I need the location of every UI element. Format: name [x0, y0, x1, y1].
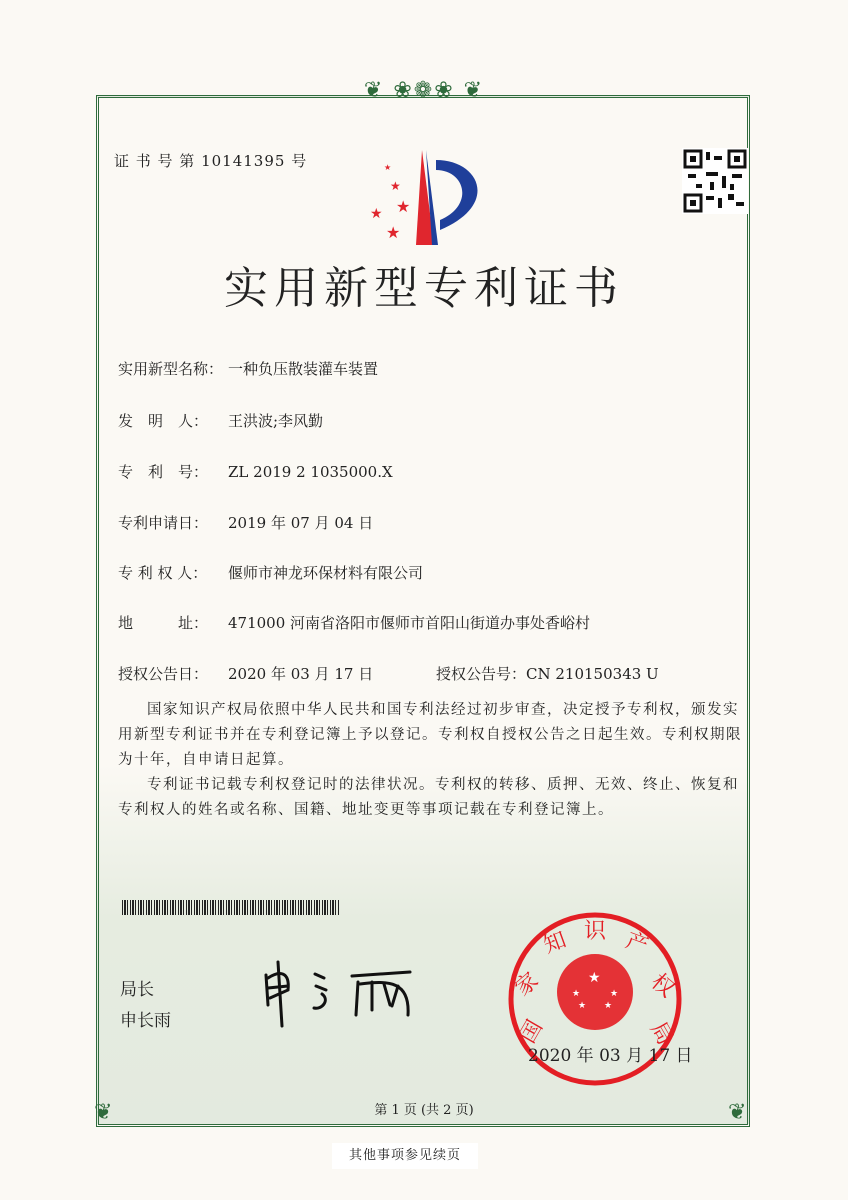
field-value: 一种负压散装灌车装置	[228, 360, 379, 378]
corner-ornament-icon: ❦	[728, 1100, 747, 1125]
field-label: 授权公告号：	[436, 665, 527, 683]
field-announcement-number	[436, 663, 659, 684]
field-value: 2019 年 07 月 04 日	[228, 514, 374, 532]
field-value: 偃师市神龙环保材料有限公司	[228, 564, 424, 582]
svg-text:★: ★	[384, 163, 392, 172]
svg-text:家: 家	[510, 968, 544, 1002]
field-patentee	[118, 562, 423, 583]
field-application-date	[118, 512, 373, 533]
stamp-date: 2020 年 03 月 17 日	[528, 1046, 693, 1066]
director-signature	[260, 960, 440, 1030]
field-inventor	[118, 410, 323, 431]
svg-text:局: 局	[644, 1017, 678, 1050]
svg-text:★: ★	[396, 197, 411, 216]
field-value: 王洪波;李风勤	[228, 412, 324, 430]
svg-text:★: ★	[370, 206, 383, 222]
page-number: 第 1 页 (共 2 页)	[374, 1103, 474, 1118]
field-label: 发 明 人：	[118, 412, 209, 430]
field-value: 471000 河南省洛阳市偃师市首阳山街道办事处香峪村	[228, 614, 591, 632]
svg-text:★: ★	[588, 970, 601, 986]
svg-text:★: ★	[578, 1001, 587, 1011]
svg-text:国: 国	[515, 1016, 549, 1048]
barcode	[122, 900, 340, 915]
field-label: 地 址：	[118, 614, 209, 632]
svg-text:权: 权	[645, 969, 679, 1003]
svg-text:识: 识	[584, 919, 607, 944]
svg-text:知: 知	[540, 927, 570, 959]
field-value: CN 210150343 U	[526, 665, 659, 683]
certificate-number: 证 书 号 第 10141395 号	[114, 152, 308, 170]
svg-text:产: 产	[622, 928, 652, 960]
director-name: 申长雨	[120, 1011, 171, 1031]
top-ornament-icon: ❦ ❀❁❀ ❦	[363, 78, 485, 103]
corner-ornament-icon: ❦	[94, 1100, 113, 1125]
field-value: 2020 年 03 月 17 日	[228, 665, 374, 683]
body-paragraph: 专利证书记载专利权登记时的法律状况。专利权的转移、质押、无效、终止、恢复和专利权人的姓名或名称、国籍、地址变更等事项记载在专利登记簿上。	[118, 777, 739, 818]
qr-code	[682, 148, 748, 214]
svg-text:★: ★	[604, 1001, 613, 1011]
field-address	[118, 612, 590, 633]
field-label: 授权公告日：	[118, 665, 209, 683]
body-paragraph: 国家知识产权局依照中华人民共和国专利法经过初步审查，决定授予专利权，颁发实用新型专利证书并在专利登记簿上予以登记。专利权自授权公告之日起生效。专利权期限为十年，自申请日起算。	[118, 702, 742, 768]
field-label: 专 利 权 人：	[118, 564, 208, 582]
cnipa-logo-icon	[360, 150, 490, 250]
svg-text:★: ★	[390, 179, 401, 193]
svg-text:★: ★	[610, 989, 619, 999]
field-label: 专 利 号：	[118, 463, 209, 481]
continued-note: 其他事项参见续页	[332, 1143, 478, 1169]
certificate-body	[118, 698, 748, 823]
field-patent-number	[118, 461, 393, 482]
page-title: 实用新型专利证书	[224, 263, 624, 314]
svg-text:★: ★	[386, 223, 401, 242]
field-grant-date	[118, 663, 373, 684]
field-label: 实用新型名称：	[118, 360, 224, 378]
field-value: ZL 2019 2 1035000.X	[228, 463, 393, 481]
field-label: 专利申请日：	[118, 514, 209, 532]
field-utility-model-name	[118, 358, 378, 379]
svg-text:★: ★	[572, 989, 581, 999]
director-title: 局长	[120, 980, 154, 1000]
